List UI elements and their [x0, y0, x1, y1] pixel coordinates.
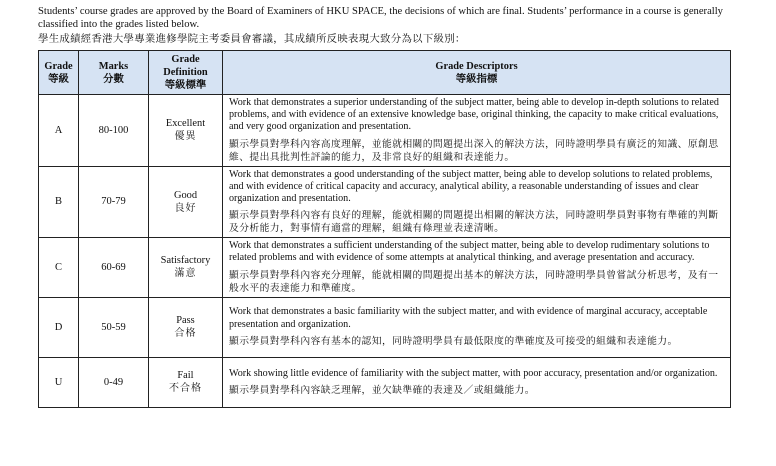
- definition-cell: Pass 合格: [149, 297, 223, 357]
- table-row: [39, 297, 731, 357]
- grade-cell: C: [39, 238, 79, 297]
- grade-cell: D: [39, 297, 79, 357]
- marks-cell: 80-100: [79, 95, 149, 167]
- intro-english: Students’ course grades are approved by the Board of Examiners of HKU SPACE, the decisions of which are final. Students’ performance in a course is generally classified into the grades listed below.: [38, 6, 723, 30]
- descriptor-cell: Work that demonstrates a superior understanding of the subject matter, being able to develop in-depth solutions to related problems, and with evidence of an extensive knowledge base, original thinking, the capacity to make critical evaluations, and very good organization and presentation. 顯示學員對學科內容高度理解，並能就相關的問題提出深入的解決方法，同時證明學員有廣泛的知識、原創思維、提出具批判性評論的能力，及非常良好的組織和表達能力。: [223, 95, 731, 167]
- definition-cell: Good 良好: [149, 166, 223, 238]
- header-marks: Marks 分數: [79, 51, 149, 95]
- header-grade: Grade 等級: [39, 51, 79, 95]
- grade-cell: A: [39, 95, 79, 167]
- table-row: [39, 166, 731, 238]
- definition-cell: Fail 不合格: [149, 357, 223, 407]
- grade-table: [38, 50, 731, 408]
- intro-chinese: 學生成績經香港大學專業進修學院主考委員會審議，其成績所反映表現大致分為以下級別：: [38, 34, 466, 45]
- grade-cell: U: [39, 357, 79, 407]
- table-row: [39, 95, 731, 167]
- header-row: [39, 51, 731, 95]
- descriptor-cell: Work showing little evidence of familiarity with the subject matter, with poor accuracy, presentation and/or organization. 顯示學員對學科內容缺乏理解，並欠缺準確的表達及／或組織能力。: [223, 357, 731, 407]
- header-descriptors: Grade Descriptors 等級指標: [223, 51, 731, 95]
- descriptor-cell: Work that demonstrates a good understanding of the subject matter, being able to develop solutions to related problems, and with evidence of critical capacity and accuracy, analytical ability, a reasonable understanding of issues and clear organization and presentation. 顯示學員對學科內容有良好的理解，能就相關的問題提出相關的解決方法，同時證明學員對事物有準確的判斷及分析能力，對事情有適當的理解，組織有條理並表達清晰。: [223, 166, 731, 238]
- marks-cell: 0-49: [79, 357, 149, 407]
- definition-cell: Excellent 優異: [149, 95, 223, 167]
- table-row: [39, 238, 731, 297]
- marks-cell: 50-59: [79, 297, 149, 357]
- grade-cell: B: [39, 166, 79, 238]
- header-definition: Grade Definition 等級標準: [149, 51, 223, 95]
- table-row: [39, 357, 731, 407]
- marks-cell: 60-69: [79, 238, 149, 297]
- descriptor-cell: Work that demonstrates a basic familiarity with the subject matter, and with evidence of marginal accuracy, acceptable presentation and organization. 顯示學員對學科內容有基本的認知，同時證明學員有最低限度的準確度及可接受的組織和表達能力。: [223, 297, 731, 357]
- marks-cell: 70-79: [79, 166, 149, 238]
- descriptor-cell: Work that demonstrates a sufficient understanding of the subject matter, being able to develop rudimentary solutions to related problems and with evidence of some attempts at analytical thinking, and average presentation and accuracy. 顯示學員對學科內容充分理解，能就相關的問題提出基本的解決方法，同時證明學員曾嘗試分析思考，及有一般水平的表達能力和準確度。: [223, 238, 731, 297]
- definition-cell: Satisfactory 滿意: [149, 238, 223, 297]
